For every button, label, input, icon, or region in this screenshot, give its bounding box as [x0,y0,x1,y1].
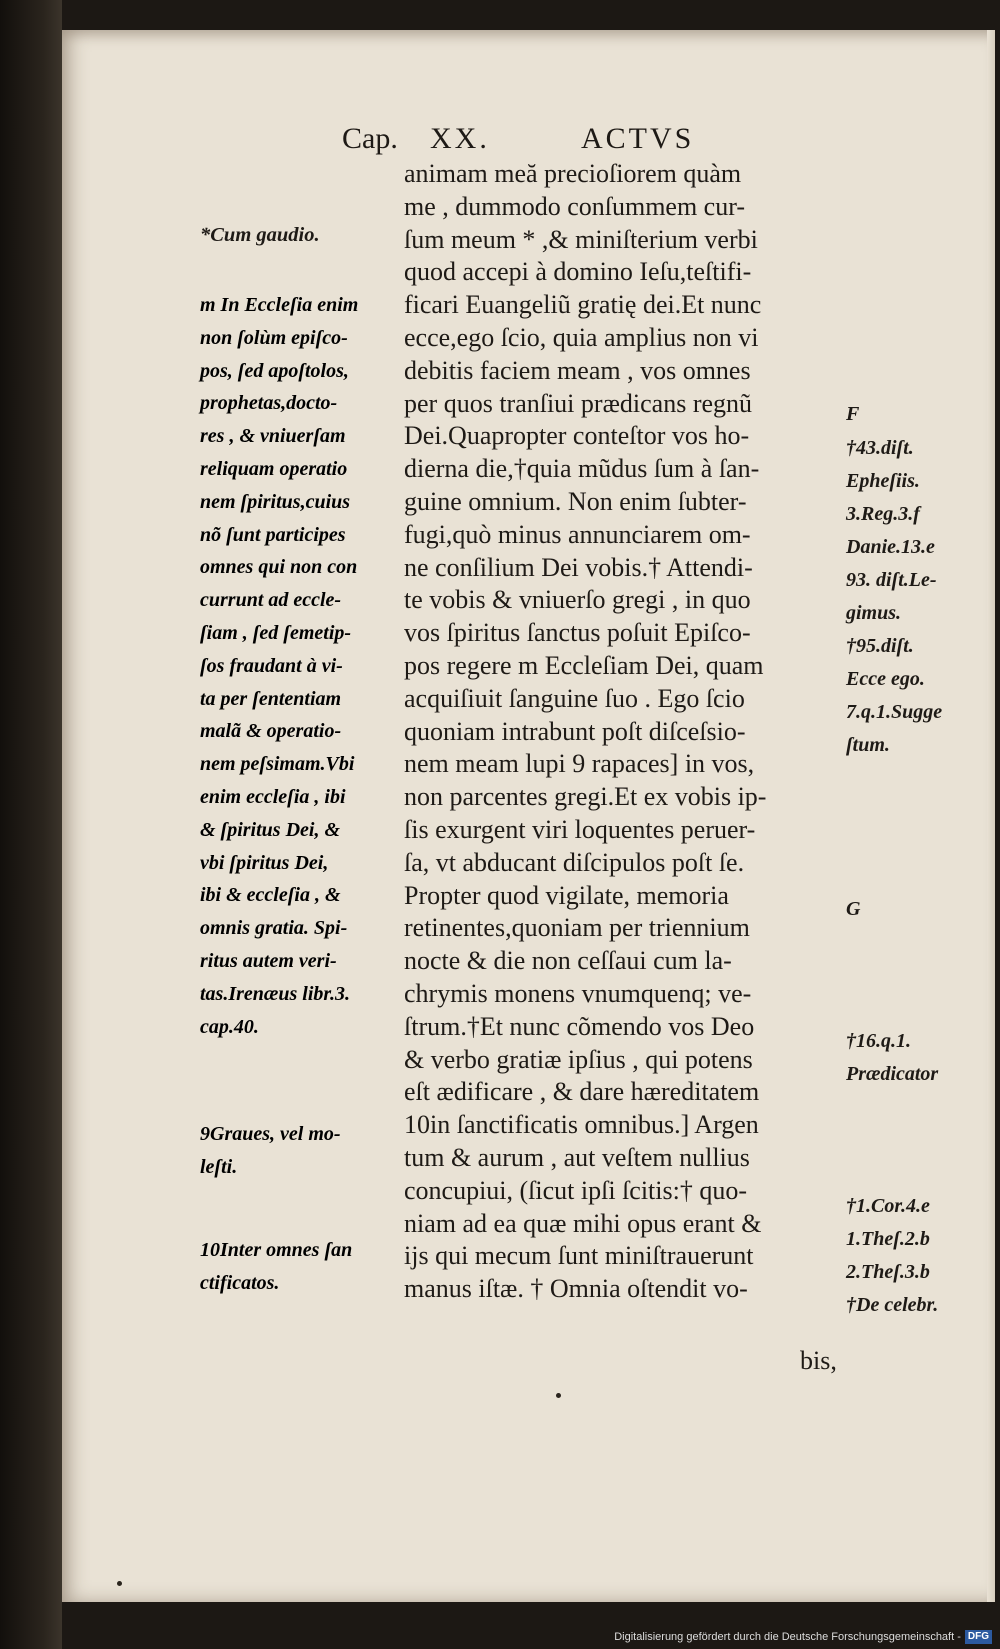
right-margin-note: †16.q.1. [846,1030,911,1052]
left-note-cum-gaudio: *Cum gaudio. [200,224,320,246]
margin-note-line: omnis gratia. Spi- [200,917,348,940]
text-line: ijs qui mecum ſunt miniſtrauerunt [404,1241,754,1271]
text-line: ficari Euangeliũ gratię dei.Et nunc [404,290,762,320]
text-line: & verbo gratiæ ipſius , qui potens [404,1044,753,1074]
margin-note-line: m In Eccleſia enim [200,294,359,316]
text-line: ſtrum.†Et nunc cõmendo vos Deo [404,1011,755,1041]
text-line: te vobis & vniuerſo gregi , in quo [404,585,751,615]
margin-note-line: enim eccleſia , ibi [200,785,346,808]
text-line: dierna die,†quia mũdus ſum à ſan- [404,454,760,484]
text-line: nocte & die non ceſſaui cum la- [404,946,732,976]
text-line: eſt ædificare , & dare hæreditatem [404,1077,760,1107]
text-line: quod accepi à domino Ieſu,teſtifi- [404,257,752,287]
text-line: per quos tranſiui prædicans regnũ [404,388,753,418]
margin-note-line: nõ ſunt participes [200,523,346,546]
margin-note-line: nem peſsimam.Vbi [200,753,355,776]
text-line: fugi,quò minus annunciarem om- [404,519,751,549]
margin-note-line: res , & vniuerſam [200,425,346,448]
text-line: concupiui, (ſicut ipſi ſcitis:† quo- [404,1175,748,1205]
right-margin-note: 7.q.1.Sugge [846,701,943,723]
text-line: ecce,ego ſcio, quia amplius non vi [404,322,759,352]
text-line: debitis faciem meam , vos omnes [404,355,751,385]
margin-note-line: ſos fraudant à vi- [200,654,343,677]
text-line: ſis exurgent viri loquentes peruer- [404,814,756,844]
margin-note-line: pos, ſed apoſtolos, [200,359,349,382]
margin-note-line: non ſolùm epiſco- [200,326,348,349]
text-line: retinentes,quoniam per triennium [404,913,750,943]
credit-text: Digitalisierung gefördert durch die Deutsche Forschungsgemeinschaft - [614,1631,961,1643]
text-line: me , dummodo conſummem cur- [404,191,746,221]
text-line: acquiſiuit ſanguine ſuo . Ego ſcio [404,683,745,713]
margin-note-line: ibi & eccleſia , & [200,884,341,907]
text-line: niam ad ea quæ mihi opus erant & [404,1208,762,1238]
right-margin-note: Danie.13.e [846,536,935,558]
main-text-column [404,158,834,1306]
text-line: 10in ſanctificatis omnibus.] Argen [404,1110,759,1140]
margin-note-line: ritus autem veri- [200,949,337,972]
text-line: Propter quod vigilate, memoria [404,880,729,910]
margin-note-line: reliquam operatio [200,457,348,480]
margin-note-line: ſiam , ſed ſemetip- [200,621,352,644]
text-line: ſa, vt abducant diſcipulos poſt ſe. [404,847,745,877]
right-margin-note: Epheſiis. [846,470,920,492]
right-margin-note: †1.Cor.4.e [846,1195,930,1217]
text-line: animam meă precioſiorem quàm [404,159,742,188]
margin-note-line: & ſpiritus Dei, & [200,818,341,841]
ink-speck [117,1581,122,1586]
dfg-logo: DFG [965,1630,992,1644]
margin-note-line: omnes qui non con [200,556,358,579]
text-line: nem meam lupi 9 rapaces] in vos, [404,749,755,779]
left-note-ecclesia [200,289,400,1043]
right-margin-note: Prædicator [846,1063,939,1085]
header-chapter-number: XX. [430,122,490,155]
ink-speck [556,1393,561,1398]
text-line: tum & aurum , aut veſtem nullius [404,1142,750,1172]
margin-note-line: cap.40. [200,1015,259,1038]
right-margin-note: 93. diſt.Le- [846,569,937,591]
text-line: non parcentes gregi.Et ex vobis ip- [404,782,767,812]
text-line: Dei.Quapropter conteſtor vos ho- [404,421,750,451]
right-margin-note: Ecce ego. [846,668,925,690]
margin-note-line: ta per ſententiam [200,687,342,710]
margin-note-line: currunt ad eccle- [200,589,342,612]
text-line: ne conſilium Dei vobis.† Attendi- [404,552,753,582]
right-margin-note: gimus. [846,602,902,624]
text-line: manus iſtæ. † Omnia oſtendit vo- [404,1274,748,1304]
margin-note-line: malã & operatio- [200,720,342,743]
page-edge [987,30,995,1602]
right-margin-note: †95.diſt. [846,635,914,657]
right-margin-note: †43.diſt. [846,437,914,459]
margin-note-line: prophetas,docto- [200,392,338,415]
margin-note-line: tas.Irenæus libr.3. [200,982,351,1005]
margin-note-line: 9Graues, vel mo- [200,1123,341,1145]
right-margin-note: †De celebr. [846,1294,939,1316]
digitization-credit [614,1628,992,1646]
margin-note-line: vbi ſpiritus Dei, [200,851,329,874]
margin-note-line: ctificatos. [200,1271,280,1294]
text-line: ſum meum * ,& miniſterium verbi [404,224,758,254]
margin-note-line: leſti. [200,1155,238,1178]
header-book-title: ACTVS [581,122,695,155]
running-header [278,122,748,162]
text-line: pos regere m Eccleſiam Dei, quam [404,650,764,680]
right-margin-note: F [846,403,860,425]
margin-note-line: 10Inter omnes ſan [200,1239,353,1261]
left-note-inter-omnes [200,1234,400,1300]
left-note-graues [200,1118,400,1184]
right-margin-note: G [846,898,861,920]
text-line: chrymis monens vnumquenq; ve- [404,978,752,1008]
catchword: bis, [800,1346,837,1375]
right-margin-note: 3.Reg.3.f [846,503,920,525]
header-cap: Cap. [342,122,398,155]
text-line: vos ſpiritus ſanctus poſuit Epiſco- [404,618,751,648]
text-line: quoniam intrabunt poſt diſceſsio- [404,716,746,746]
text-line: guine omnium. Non enim ſubter- [404,486,747,516]
margin-note-line: nem ſpiritus,cuius [200,490,351,513]
right-margin-note: 2.Theſ.3.b [846,1261,930,1283]
right-margin-note: 1.Theſ.2.b [846,1228,930,1250]
right-margin-note: ſtum. [846,734,890,756]
book-binding [0,0,62,1649]
